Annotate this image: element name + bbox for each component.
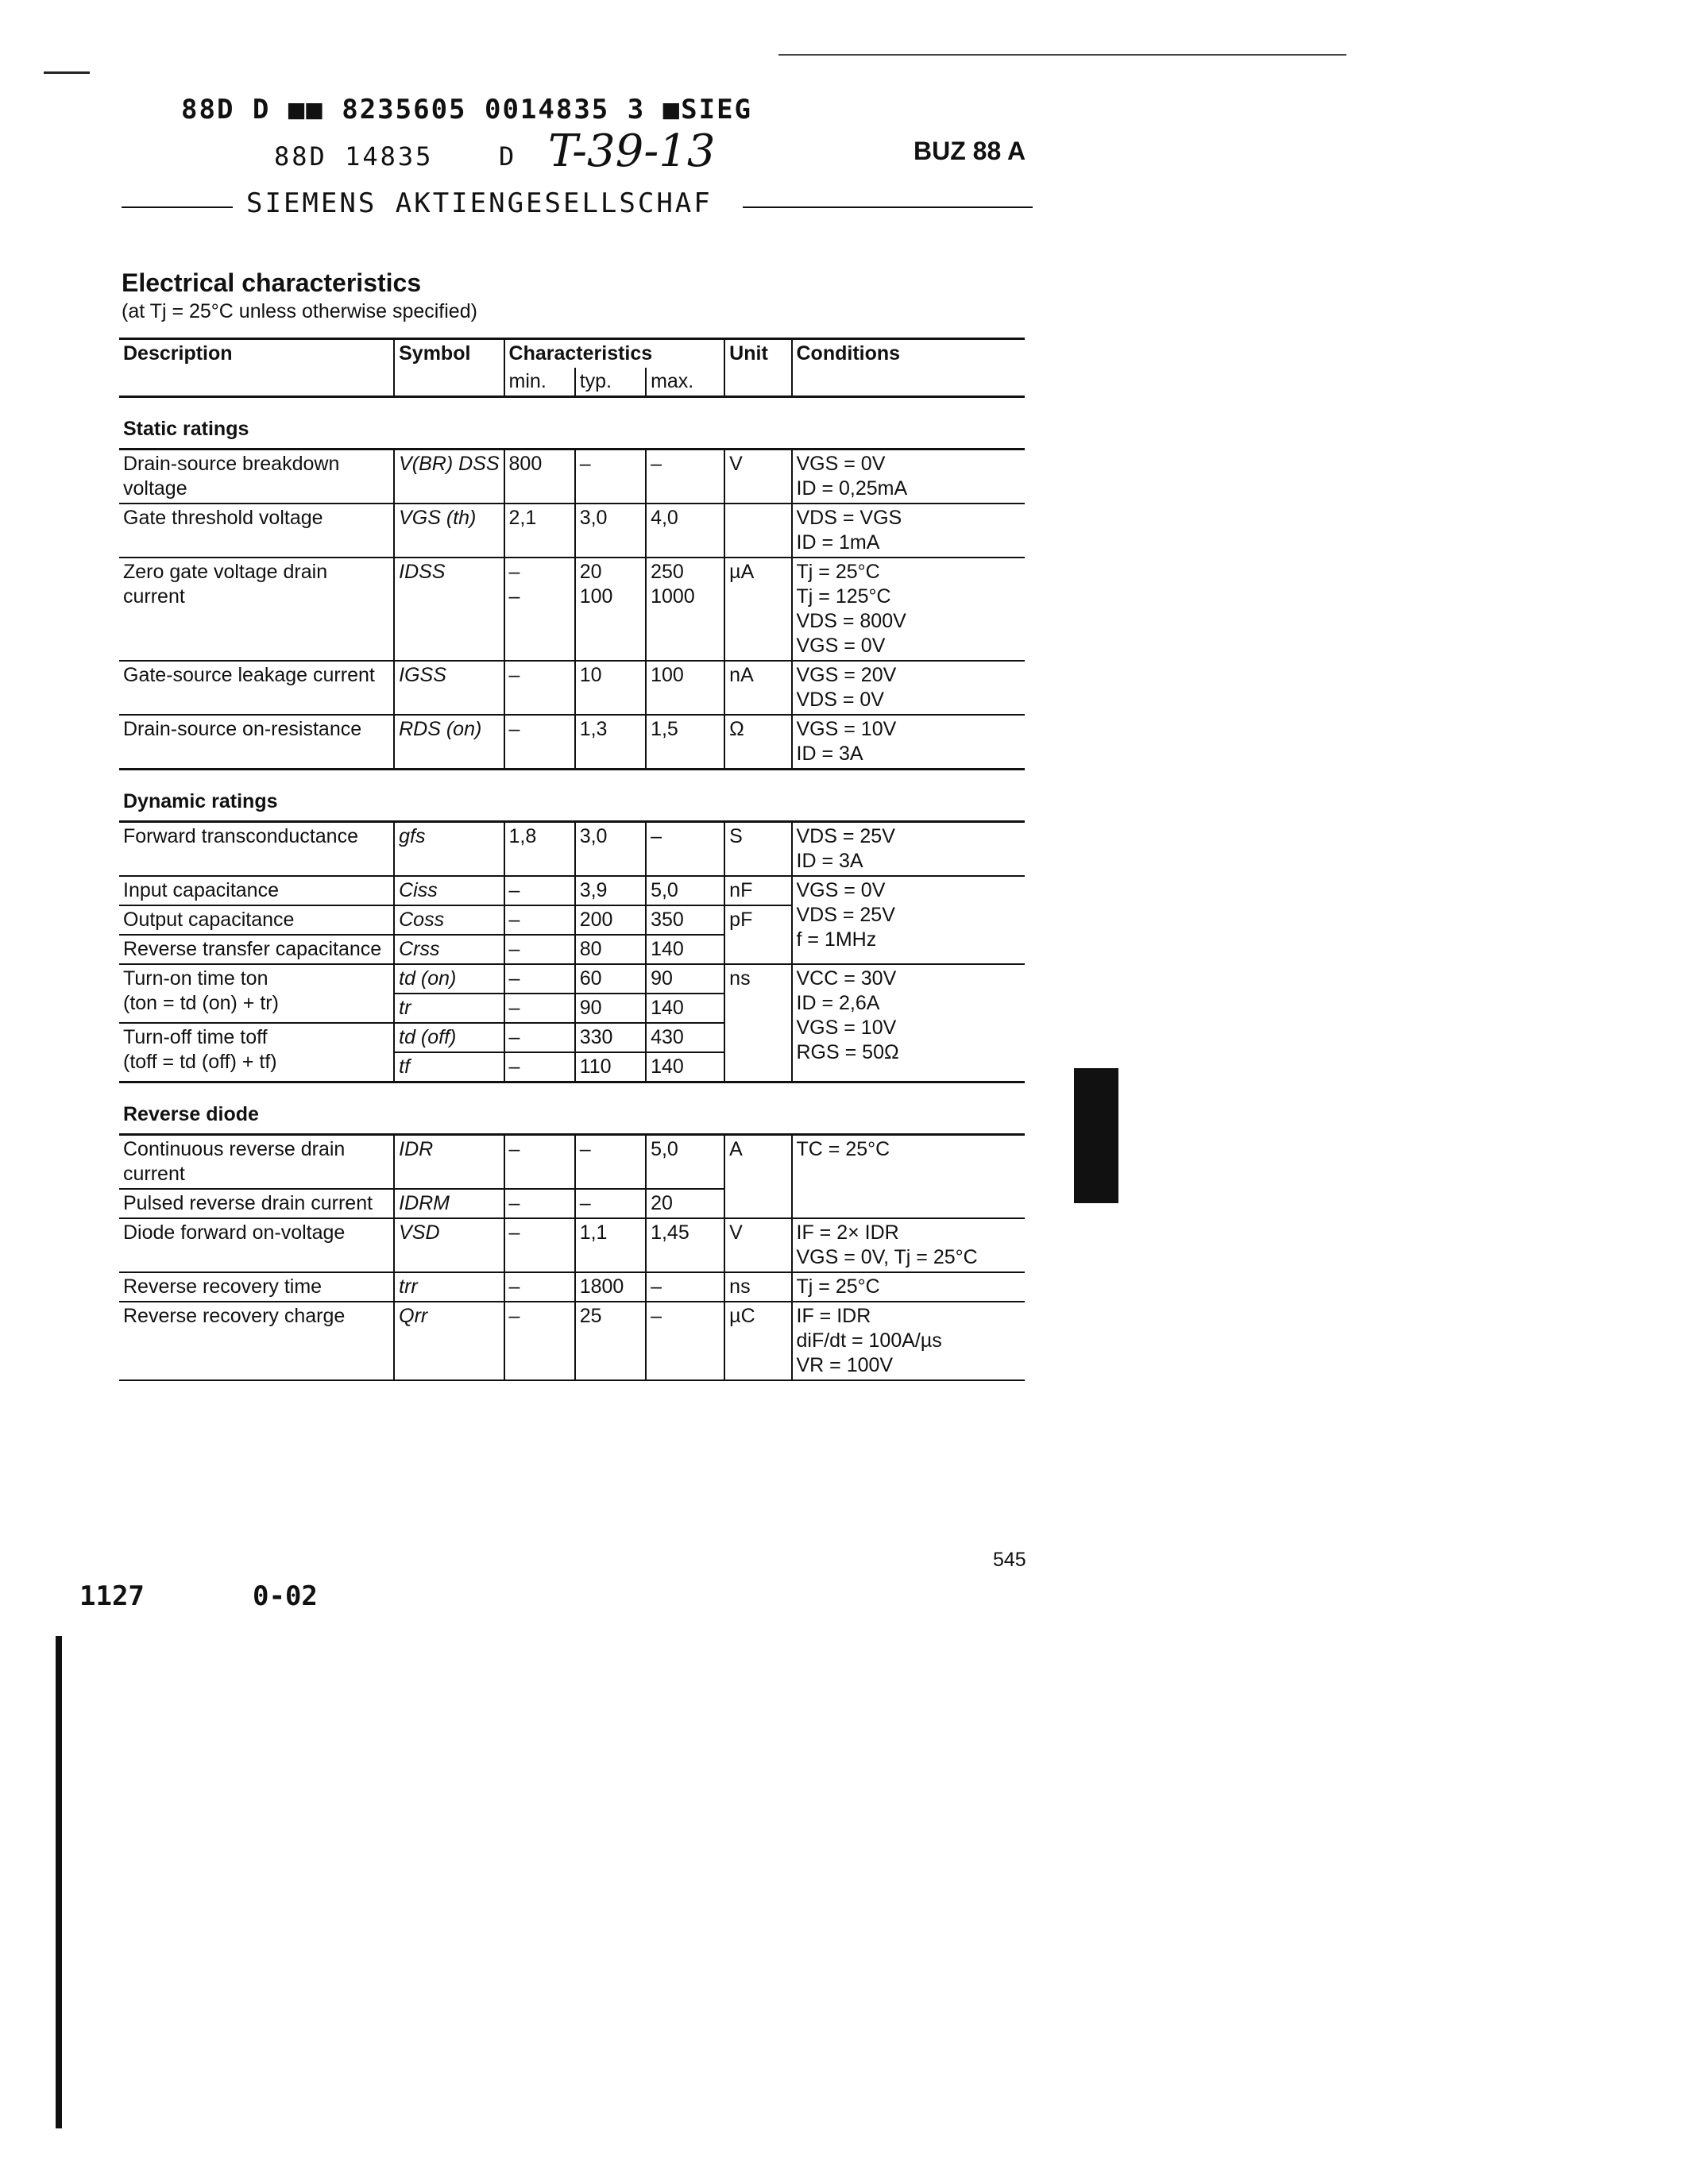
table-row	[119, 876, 1025, 905]
cell-typ: 3,0	[575, 822, 646, 877]
cell-typ: 80	[575, 935, 646, 964]
description-text: Output capacitance	[123, 909, 295, 931]
cell-unit: V	[724, 450, 791, 504]
table-header-row	[119, 339, 1025, 369]
cell-unit: ns	[724, 1272, 791, 1302]
description-text: Reverse recovery time	[123, 1275, 323, 1298]
condition-line: ID = 1mA	[796, 531, 880, 554]
cell-max: 90	[646, 964, 724, 994]
cell-description	[119, 558, 394, 661]
cell-max: 1,5	[646, 715, 724, 770]
condition-line: IF = 2× IDR	[796, 1221, 899, 1244]
cell-typ: 25	[575, 1302, 646, 1380]
cell-description	[119, 1272, 394, 1302]
table-row	[119, 1302, 1025, 1380]
table-row	[119, 504, 1025, 558]
cell-description	[119, 661, 394, 715]
cell-min: 2,1	[504, 504, 575, 558]
cell-description	[119, 1302, 394, 1380]
header-conditions: Conditions	[792, 339, 1026, 397]
condition-line: Tj = 125°C	[796, 585, 891, 608]
cell-description	[119, 876, 394, 905]
condition-line: VGS = 10V	[796, 1017, 897, 1039]
header-description: Description	[119, 339, 394, 397]
description-text: Zero gate voltage drain current	[123, 561, 328, 608]
cell-description	[119, 450, 394, 504]
cell-conditions	[792, 876, 1026, 964]
cell-max: –	[646, 1302, 724, 1380]
condition-line: VDS = 0V	[796, 689, 884, 711]
cell-line: 250	[651, 561, 684, 583]
cell-line: 100	[579, 585, 613, 608]
condition-line: ID = 3A	[796, 850, 863, 872]
cell-description	[119, 1135, 394, 1190]
cell-typ: 1,3	[575, 715, 646, 770]
cell-min: –	[504, 715, 575, 770]
cell-typ: 10	[575, 661, 646, 715]
cell-symbol: IDRM	[394, 1189, 504, 1218]
condition-line: VGS = 0V	[796, 635, 886, 657]
cell-min: 800	[504, 450, 575, 504]
company-rule-right	[743, 206, 1033, 208]
cell-min: –	[504, 661, 575, 715]
description-text: Input capacitance	[123, 879, 279, 901]
company-rule-left	[122, 206, 233, 208]
condition-line: Tj = 25°C	[796, 561, 880, 583]
cell-line: 20	[579, 561, 602, 583]
cell-symbol: RDS (on)	[394, 715, 504, 770]
cell-typ: –	[575, 450, 646, 504]
cell-max: 4,0	[646, 504, 724, 558]
cell-symbol: gfs	[394, 822, 504, 877]
cell-max: –	[646, 822, 724, 877]
document-letter: D	[499, 141, 515, 172]
cell-conditions	[792, 822, 1026, 877]
cell-conditions	[792, 661, 1026, 715]
cell-unit: ns	[724, 964, 791, 1082]
cell-unit: Ω	[724, 715, 791, 770]
cell-min: –	[504, 905, 575, 935]
cell-line: –	[508, 585, 520, 608]
condition-line: diF/dt = 100A/µs	[796, 1329, 942, 1352]
description-text: Forward transconductance	[123, 825, 358, 847]
cell-typ: 200	[575, 905, 646, 935]
cell-unit: µC	[724, 1302, 791, 1380]
cell-unit: S	[724, 822, 791, 877]
cell-symbol: V(BR) DSS	[394, 450, 504, 504]
cell-symbol: td (on)	[394, 964, 504, 994]
cell-conditions	[792, 558, 1026, 661]
condition-line: VDS = 800V	[796, 610, 906, 632]
scan-top-rule	[778, 54, 1346, 56]
cell-min: –	[504, 1052, 575, 1082]
condition-line: VGS = 10V	[796, 718, 897, 740]
section-heading: Static ratings	[119, 397, 1025, 450]
cell-description	[119, 905, 394, 935]
condition-line: ID = 2,6A	[796, 992, 880, 1014]
cell-symbol: VGS (th)	[394, 504, 504, 558]
cell-min: –	[504, 964, 575, 994]
condition-line: VDS = 25V	[796, 825, 895, 847]
cell-line: –	[508, 561, 520, 583]
document-number: 88D 14835	[274, 141, 434, 172]
stamp-left: 1127	[79, 1580, 145, 1612]
section-row	[119, 1082, 1025, 1135]
section-row	[119, 770, 1025, 822]
cell-min: –	[504, 876, 575, 905]
cell-symbol: trr	[394, 1272, 504, 1302]
header-min: min.	[504, 368, 575, 397]
condition-line: VCC = 30V	[796, 967, 897, 990]
condition-line: ID = 3A	[796, 743, 863, 765]
description-text: Reverse recovery charge	[123, 1305, 346, 1327]
cell-max: 1,45	[646, 1218, 724, 1272]
cell-unit: pF	[724, 905, 791, 964]
scan-left-edge	[56, 1636, 62, 2128]
table-row	[119, 661, 1025, 715]
cell-typ	[575, 558, 646, 661]
cell-symbol: Crss	[394, 935, 504, 964]
section-title: Electrical characteristics	[122, 268, 422, 297]
section-subtitle: (at Tj = 25°C unless otherwise specified)	[122, 300, 477, 322]
condition-line: VGS = 0V	[796, 453, 886, 475]
table-row	[119, 1272, 1025, 1302]
cell-typ: 1800	[575, 1272, 646, 1302]
cell-min: –	[504, 1272, 575, 1302]
cell-max: 140	[646, 935, 724, 964]
description-text: Reverse transfer capacitance	[123, 938, 382, 960]
cell-description	[119, 1218, 394, 1272]
part-number: BUZ 88 A	[914, 137, 1026, 165]
cell-typ: 60	[575, 964, 646, 994]
table-row	[119, 450, 1025, 504]
cell-max: 140	[646, 1052, 724, 1082]
cell-conditions	[792, 1302, 1026, 1380]
condition-line: VR = 100V	[796, 1354, 894, 1376]
table-row	[119, 1218, 1025, 1272]
cell-description	[119, 935, 394, 964]
section-heading: Reverse diode	[119, 1082, 1025, 1135]
description-text: Diode forward on-voltage	[123, 1221, 346, 1244]
cell-symbol: VSD	[394, 1218, 504, 1272]
section-heading: Dynamic ratings	[119, 770, 1025, 822]
cell-min: –	[504, 994, 575, 1023]
header-symbol: Symbol	[394, 339, 504, 397]
cell-conditions	[792, 504, 1026, 558]
cell-unit: nA	[724, 661, 791, 715]
scan-right-tab	[1074, 1068, 1118, 1203]
cell-symbol: IGSS	[394, 661, 504, 715]
table-row	[119, 822, 1025, 877]
cell-symbol: Ciss	[394, 876, 504, 905]
cell-conditions	[792, 450, 1026, 504]
condition-line: TC = 25°C	[796, 1138, 890, 1160]
cell-typ: 110	[575, 1052, 646, 1082]
stamp-right: 0-02	[253, 1580, 318, 1612]
page-number: 545	[993, 1549, 1026, 1571]
cell-unit: µA	[724, 558, 791, 661]
condition-line: VGS = 0V, Tj = 25°C	[796, 1246, 978, 1268]
cell-min: –	[504, 935, 575, 964]
cell-typ: 3,0	[575, 504, 646, 558]
electrical-characteristics-table	[119, 338, 1025, 1381]
description-text: Turn-on time ton	[123, 967, 268, 990]
condition-line: Tj = 25°C	[796, 1275, 880, 1298]
condition-line: VDS = 25V	[796, 904, 895, 926]
description-formula: (toff = td (off) + tf)	[123, 1051, 277, 1073]
cell-conditions	[792, 1135, 1026, 1219]
cell-min: –	[504, 1302, 575, 1380]
cell-typ: 90	[575, 994, 646, 1023]
description-text: Continuous reverse drain current	[123, 1138, 346, 1185]
cell-max: 100	[646, 661, 724, 715]
condition-line: VDS = VGS	[796, 507, 902, 529]
cell-conditions	[792, 715, 1026, 770]
cell-max: –	[646, 450, 724, 504]
cell-conditions	[792, 1272, 1026, 1302]
cell-conditions	[792, 964, 1026, 1082]
table-row	[119, 558, 1025, 661]
cell-unit: nF	[724, 876, 791, 905]
cell-max: 430	[646, 1023, 724, 1052]
handwritten-code: T-39-13	[548, 125, 716, 177]
header-max: max.	[646, 368, 724, 397]
cell-min: –	[504, 1135, 575, 1190]
cell-min: –	[504, 1189, 575, 1218]
description-text: Turn-off time toff	[123, 1026, 268, 1048]
description-formula: (ton = td (on) + tr)	[123, 992, 279, 1014]
description-text: Gate-source leakage current	[123, 664, 375, 686]
cell-description	[119, 504, 394, 558]
description-text: Drain-source on-resistance	[123, 718, 362, 740]
scan-corner-mark	[44, 64, 90, 74]
table-row	[119, 964, 1025, 994]
description-text: Pulsed reverse drain current	[123, 1192, 373, 1214]
cell-max	[646, 558, 724, 661]
condition-line: VGS = 0V	[796, 879, 886, 901]
cell-symbol: IDR	[394, 1135, 504, 1190]
condition-line: IF = IDR	[796, 1305, 871, 1327]
company-name: SIEMENS AKTIENGESELLSCHAF	[246, 187, 713, 219]
cell-max: 5,0	[646, 876, 724, 905]
condition-line: f = 1MHz	[796, 928, 877, 951]
document-code-line: 88D D ■■ 8235605 0014835 3 ■SIEG	[181, 94, 753, 125]
header-characteristics: Characteristics	[504, 339, 725, 369]
cell-conditions	[792, 1218, 1026, 1272]
cell-symbol: Coss	[394, 905, 504, 935]
description-text: Gate threshold voltage	[123, 507, 323, 529]
cell-symbol: tr	[394, 994, 504, 1023]
section-row	[119, 397, 1025, 450]
cell-unit: V	[724, 1218, 791, 1272]
cell-typ: –	[575, 1189, 646, 1218]
cell-unit	[724, 504, 791, 558]
table-row	[119, 1135, 1025, 1190]
cell-typ: 330	[575, 1023, 646, 1052]
cell-symbol: tf	[394, 1052, 504, 1082]
cell-line: 1000	[651, 585, 695, 608]
cell-max: 5,0	[646, 1135, 724, 1190]
description-text: Drain-source breakdown voltage	[123, 453, 340, 500]
condition-line: VGS = 20V	[796, 664, 897, 686]
table-row	[119, 715, 1025, 770]
cell-max: 20	[646, 1189, 724, 1218]
cell-description	[119, 822, 394, 877]
cell-max: –	[646, 1272, 724, 1302]
cell-description	[119, 1189, 394, 1218]
cell-symbol: td (off)	[394, 1023, 504, 1052]
cell-typ: 1,1	[575, 1218, 646, 1272]
cell-min: –	[504, 1218, 575, 1272]
cell-max: 350	[646, 905, 724, 935]
header-typ: typ.	[575, 368, 646, 397]
cell-symbol: Qrr	[394, 1302, 504, 1380]
cell-max: 140	[646, 994, 724, 1023]
condition-line: RGS = 50Ω	[796, 1041, 899, 1063]
cell-min: 1,8	[504, 822, 575, 877]
cell-symbol: IDSS	[394, 558, 504, 661]
cell-unit: A	[724, 1135, 791, 1219]
header-unit: Unit	[724, 339, 791, 397]
cell-min: –	[504, 1023, 575, 1052]
cell-description	[119, 964, 394, 1023]
cell-min	[504, 558, 575, 661]
cell-description	[119, 1023, 394, 1082]
cell-typ: –	[575, 1135, 646, 1190]
cell-description	[119, 715, 394, 770]
condition-line: ID = 0,25mA	[796, 477, 908, 500]
cell-typ: 3,9	[575, 876, 646, 905]
